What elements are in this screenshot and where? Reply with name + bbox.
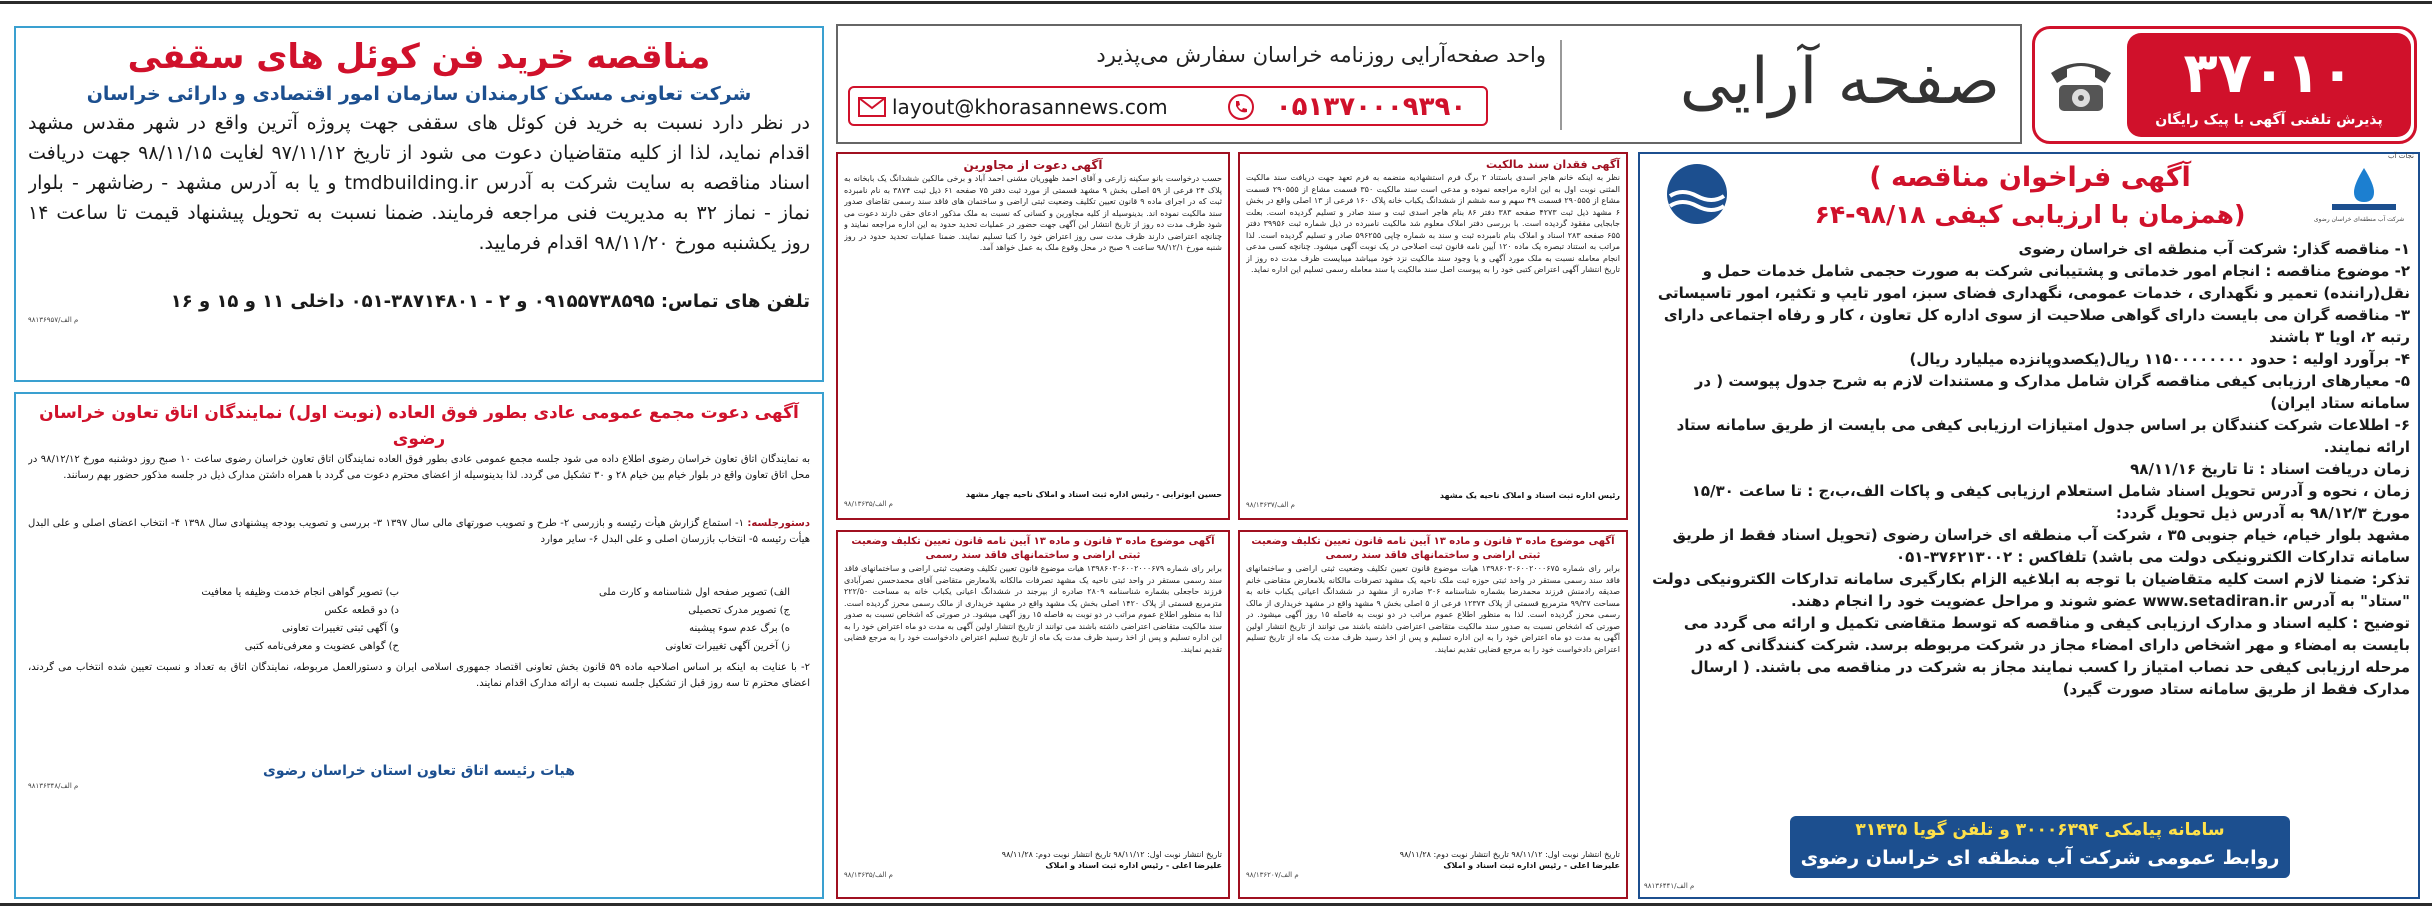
assembly-agenda-text: ۱- استماع گزارش هیأت رئیسه و بازرسی ۲- طرح و تصویب صورتهای مالی سال ۱۳۹۷ ۳- بررسی و تصویب بودجه پیشنهادی سال ۱۳۹۸ ۴- انتخاب اعضای اصلی و علی البدل هیأت رئیسه ۵- انتخاب بازرسان اصلی و علی البدل ۶- سایر موارد [28, 518, 810, 545]
top-rule [0, 1, 2432, 4]
loss-title: آگهی فقدان سند مالکیت [1486, 158, 1620, 171]
law1-dates: تاریخ انتشار نوبت اول: ۹۸/۱۱/۱۲ تاریخ انتشار نوبت دوم: ۹۸/۱۱/۲۸ [1399, 850, 1620, 859]
assembly-agenda [28, 516, 810, 580]
water-footer-line2: روابط عمومی شرکت آب منطقه ای خراسان رضوی [1800, 847, 2280, 869]
doc-item: و) آگهی ثبتی تغییرات تعاونی [281, 623, 399, 634]
water-item: زمان ، نحوه و آدرس تحویل اسناد شامل استعلام ارزیابی کیفی و پاکات الف،ب،ج : تا ساعت ۱۵/۳۰ مورخ ۹۸/۱۲/۳ به آدرس ذیل تحویل گردد: [1691, 482, 2410, 522]
water-item: توضیح : کلیه اسناد و مدارک ارزیابی کیفی و مناقصه که توسط متقاضی تکمیل و ارائه می گردد می بایست به امضاء و مهر اشخاص دارای امضاء مجاز در شرکت مربوطه برسد. شرکت کنندگانی که در مرحله ارزیابی کیفی حد نصاب امتیاز را کسب نمایند مجاز به شرکت در مناقصه می باشند. ( ارسال مدارک فقط از طریق سامانه ستاد صورت گیرد) [1683, 614, 2410, 698]
water-item: ۵- معیارهای ارزیابی کیفی مناقصه گران شامل مدارک و مستندات لازم به شرح جدول پیوست ( در سامانه ستاد ایران) [1694, 372, 2410, 412]
law1-title: آگهی موضوع ماده ۳ قانون و ماده ۱۳ آیین نامه قانون تعیین تکلیف وضعیت ثبتی اراضی و ساختمانهای فاقد سند رسمی [1251, 536, 1615, 561]
water-tender-subtitle: همزمان با ارزیابی کیفی ۹۸/۱۸-۶۴) [1814, 200, 2246, 229]
doc-item: د) دو قطعه عکس [324, 605, 399, 616]
water-item: تذکر: ضمنا لازم است کلیه متقاضیان با توجه به ابلاغیه الزام بکارگیری سامانه تدارکات الکترونیکی دولت "ستاد" به آدرس www.setadiran.ir عضو شوند و مراحل عضویت خود را انجام دهند. [1652, 570, 2410, 610]
bottom-rule [0, 903, 2432, 906]
water-code: ۹۸۱۳۶۴۴۱/م الف [1644, 882, 1695, 890]
water-org-caption: شرکت آب منطقه‌ای خراسان رضوی [2313, 216, 2405, 223]
law-notice-ad-2 [836, 530, 1230, 899]
invite-title: آگهی دعوت از مجاورین [963, 158, 1103, 172]
water-logo-icon [2324, 164, 2404, 216]
mail-icon [858, 97, 886, 117]
water-item: ۲- موضوع مناقصه : انجام امور خدماتی و پشتیبانی شرکت به صورت حجمی شامل خدمات حمل و نقل(راننده) تعمیر و نگهداری ، خدمات عمومی، نگهداری فضای سبز، امور تایپ و تکثیر، امور تاسیساتی [1657, 262, 2410, 302]
law1-sign: علیرضا اعلی - رئیس اداره ثبت اسناد و املاک [1443, 861, 1620, 870]
invite-sign: حسین ابوترابی - رئیس اداره ثبت اسناد و املاک ناحیه چهار مشهد [965, 490, 1222, 499]
assembly-ad [14, 392, 824, 899]
assembly-note: ۲- با عنایت به اینکه بر اساس اصلاحیه ماده ۵۹ قانون بخش تعاونی اقتصاد جمهوری اسلامی ایران و دستورالعمل مربوطه، نمایندگان اتاق به تعداد و نسبت تعیین شده انتخاب می گردند، اعضای محترم تا سه روز قبل از تشکیل جلسه نسبت به ارائه مدارک اقدام نمایند. [28, 662, 810, 689]
phone-icon [1228, 94, 1254, 120]
water-item: زمان دریافت اسناد : تا تاریخ ۹۸/۱۱/۱۶ [2130, 460, 2410, 478]
header-info-line: واحد صفحه‌آرایی روزنامه خراسان سفارش می‌پذیرد [1096, 43, 1546, 67]
section-title: صفحه آرایی [1679, 45, 2000, 119]
loss-sign: رئیس اداره ثبت اسناد و املاک ناحیه یک مشهد [1439, 491, 1620, 500]
loss-code: ۹۸/۱۳۶۳۷/م الف [1246, 501, 1295, 509]
water-item: مشهد بلوار خیام، خیام جنوبی ۳۵ ، شرکت آب منطقه ای خراسان رضوی (تحویل اسناد فقط از طریق سامانه تدارکات الکترونیکی دولت می باشد) تلفاکس : ۳۷۶۲۱۳۰۰۲-۰۵۱ [1672, 526, 2410, 566]
phone-caption: پذیرش تلفنی آگهی با پیک رایگان [2155, 112, 2383, 128]
water-item: ۳- مناقصه گران می بایست دارای گواهی صلاحیت از سوی اداره کل تعاون ، کار و رفاه اجتماعی دارای رتبه ۲، اویا ۳ باشند [1663, 306, 2410, 346]
invite-neighbours-ad [836, 152, 1230, 520]
water-footer [1790, 816, 2290, 878]
coil-title: مناقصه خرید فن کوئل های سقفی [127, 37, 711, 77]
doc-item: الف) تصویر صفحه اول شناسنامه و کارت ملی [599, 587, 790, 598]
assembly-intro: به نمایندگان اتاق تعاون خراسان رضوی اطلاع داده می شود جلسه مجمع عمومی عادی بطور فوق العاده نمایندگان اتاق تعاون خراسان رضوی ساعت ۱۰ صبح روز دوشنبه مورخ ۹۸/۱۲/۱۲ در محل اتاق تعاون واقع در بلوار خیام بین خیام ۲۸ و ۳۰ تشکیل می گردد. لذا بدینوسیله از اعضای محترم دعوت می گردد با همراه داشتن مدارک ذیل در جلسه مذکور حضور بهم رسانند. [28, 454, 810, 481]
water-item: ۶- اطلاعات شرکت کنندگان بر اساس جدول امتیازات ارزیابی کیفی می بایست از طریق سامانه ستاد ارائه نمایند. [1676, 416, 2410, 456]
header-contact [848, 86, 1488, 126]
telephone-icon [2045, 51, 2117, 115]
phone-number: ۳۷۰۱۰ [2183, 41, 2355, 106]
law2-title: آگهی موضوع ماده ۳ قانون و ماده ۱۳ آیین نامه قانون تعیین تکلیف وضعیت ثبتی اراضی و ساختمانهای فاقد سند رسمی [851, 536, 1215, 561]
assembly-code: ۹۸۱۳۶۳۴۸/م الف [28, 782, 79, 790]
law2-code: ۹۸/۱۳۶۳۵/م الف [844, 871, 893, 879]
law2-text: برابر رای شماره ۱۳۹۸۶۰۳۰۶۰۰۲۰۰۰۶۷۹ هیات موضوع قانون تعیین تکلیف وضعیت ثبتی اراضی و ساختمانهای فاقد سند رسمی مستقر در واحد ثبتی ناحیه یک مشهد تصرفات مالکانه بلامعارض متقاضی آقای محمدحسن نصرآبادی فرزند حاجعلی بشماره شناسنامه ۲۸۰۹ صادره از بیرجند در ششدانگ اعیانی یکباب خانه به مساحت ۲۲۲/۵۰ مترمربع قسمتی از پلاک ۱۴۲۰ اصلی بخش یک مشهد واقع در مشهد خریداری از مالک رسمی محرز گردیده است. لذا به منظور اطلاع عموم مراتب در دو نوبت به فاصله ۱۵ روز آگهی میشود. در صورتی که اشخاص نسبت به صدور سند مالکیت متقاضی اعتراضی داشته باشند می توانند از تاریخ انتشار اولین آگهی به مدت دو ماه اعتراض خود را به این اداره تسلیم و پس از اخذ رسید ظرف مدت یک ماه از تاریخ تسلیم اعتراض دادخواست خود را به مرجع قضایی تقدیم نمایند. [844, 564, 1222, 654]
assembly-title: آگهی دعوت مجمع عمومی عادی بطور فوق العاده (نوبت اول) نمایندگان اتاق تعاون خراسان رضوی [39, 403, 799, 449]
water-footer-line1: سامانه پیامکی ۳۰۰۰۶۳۹۴ و تلفن گویا ۳۱۴۳۵ [1855, 820, 2225, 840]
law-notice-ad-1 [1238, 530, 1628, 899]
contact-phone: ۰۵۱۳۷۰۰۰۹۳۹۰ [1275, 92, 1467, 122]
doc-item: ب) تصویر گواهی انجام خدمت وظیفه یا معافیت [201, 587, 399, 598]
law1-text: برابر رای شماره ۱۳۹۸۶۰۳۰۶۰۰۲۰۰۰۶۷۵ هیات موضوع قانون تعیین تکلیف وضعیت ثبتی اراضی و ساختمانهای فاقد سند رسمی مستقر در واحد ثبتی حوزه ثبت ملک ناحیه یک مشهد تصرفات مالکانه بلامعارض متقاضی خانم صدیقه رادمنش فرزند محمدرضا بشماره شناسنامه ۳۰۶ صادره از مشهد در ششدانگ اعیانی یکباب خانه به مساحت ۹۹/۳۷ مترمربع قسمتی از پلاک ۱۲۳۷۴ فرعی از ۵ اصلی بخش ۹ مشهد واقع در مشهد خریداری از مالک رسمی محرز گردیده است. لذا به منظور اطلاع عموم مراتب در دو نوبت به فاصله ۱۵ روز آگهی میشود. در صورتی که اشخاص نسبت به صدور سند مالکیت متقاضی اعتراضی داشته باشند می توانند از تاریخ انتشار اولین آگهی به مدت دو ماه اعتراض خود را به این اداره تسلیم و پس از اخذ رسید ظرف مدت یک ماه از تاریخ تسلیم اعتراض دادخواست خود را به مرجع قضایی تقدیم نمایند. [1246, 564, 1620, 654]
loss-notice-ad [1238, 152, 1628, 520]
doc-item: ه) برگ عدم سوء پیشینه [689, 623, 790, 634]
water-tender-items [1650, 238, 2410, 798]
coil-subtitle: شرکت تعاونی مسکن کارمندان سازمان امور اقتصادی و دارائی خراسان [86, 83, 752, 105]
water-tender-ad [1638, 152, 2420, 899]
water-item: ۱- مناقصه گذار: شرکت آب منطقه ای خراسان رضوی [2018, 240, 2410, 258]
coil-phones: تلفن های تماس: ۰۹۱۵۵۷۳۸۵۹۵ و ۲ - ۳۸۷۱۴۸۰۱-۰۵۱ داخلی ۱۱ و ۱۵ و ۱۶ [170, 291, 810, 312]
loss-text: نظر به اینکه خانم هاجر اسدی باستناد ۲ برگ فرم استشهادیه منضمه به فرم تعهد جهت دریافت سند مالکیت المثنی نوبت اول به این اداره مراجعه نموده و مدعی است سند مالکیت ۳۵۰ قسمت مشاع از ۲۹۰۵۵۵ قسمت مشاع از ۲۹۰۵۵۵ قسمت ۴۹ سهم و سه ششم از ششدانگ یکباب خانه پلاک ۱۶۰ فرعی از ۱۳ اصلی واقع در بخش ۶ مشهد ذیل ثبت ۴۲۷۳ صفحه ۳۸۳ دفتر ۸۶ بنام هاجر اسدی ثبت و سند صادر و تسلیم گردیده است. بعلت جابجایی مفقود گردیده است. با بررسی دفتر املاک معلوم شد مالکیت نامبرده در ذیل شماره ثبت ۳۹۹۵۶ دفتر ۶۵۵ صفحه ۲۸۳ اسناد و املاک بنام نامبرده ثبت و سند به شماره چاپی ۵۹۶۲۵۵ صادر و تسلیم گردیده است. لذا مراتب به استناد تبصره یک ماده ۱۲۰ آیین نامه قانون ثبت اصلاحی در یک نوبت آگهی میشود. چنانچه کسی مدعی انجام معامله نسبت به ملک مورد آگهی و یا وجود سند مالکیت نزد خود میباشد میبایست ظرف مدت ده روز از تاریخ انتشار آگهی اعتراض کتبی خود را به پیوست اصل سند مالکیت یا سند معامله رسمی تسلیم این اداره نماید. [1246, 173, 1620, 274]
invite-code: ۹۸/۱۳۶۳۵/م الف [844, 500, 893, 508]
coil-text: در نظر دارد نسبت به خرید فن کوئل های سقفی جهت پروژه آترین واقع در شهر مقدس مشهد اقدام نماید، لذا از کلیه متقاضیان دعوت می شود از تاریخ ۹۷/۱۱/۱۲ لغایت ۹۸/۱۱/۱۵ جهت دریافت اسناد مناقصه به سایت شرکت به آدرس tmdbuilding.ir و یا به آدرس مشهد - رضاشهر - بلوار نماز - نماز ۳۲ به مدیریت فنی مراجعه فرمایند. ضمنا نسبت به تحویل پیشنهاد قیمت تا ساعت ۱۴ روز یکشنبه مورخ ۹۸/۱۱/۲۰ اقدام فرمایید. [28, 112, 810, 254]
assembly-sign: هیات رئیسه اتاق تعاون استان خراسان رضوی [263, 763, 575, 779]
water-tender-title: ( آگهی فراخوان مناقصه [1869, 162, 2191, 193]
water-org-top: نجات آب [2388, 152, 2414, 160]
header-divider [1560, 40, 1562, 130]
doc-item: ز) آخرین آگهی تغییرات تعاونی [665, 641, 790, 652]
contact-email: layout@khorasannews.com [892, 95, 1168, 119]
water-item: ۴- برآورد اولیه : حدود ۱۱۵۰۰۰۰۰۰۰۰ ریال(یکصدوپانزده میلیارد ریال) [1909, 350, 2410, 368]
invite-text: حسب درخواست بانو سکینه زارعی و آقای احمد ظهوریان مشنی احمد آباد و برخی مالکین ششدانگ یک بابخانه به پلاک ۲۴ فرعی از ۵۹ اصلی بخش ۹ مشهد قسمتی از مورد ثبت دفتر ۷۵ صفحه ۶۱ ذیل ثبت ۳۸۷۴ به نام نامبرده ثبت که در اجرای ماده ۹ قانون تعیین تکلیف وضعیت ثبتی اراضی و ساختمان های فاقد سند رسمی تقاضای صدور سند مالکیت نموده اند. بدینوسیله از کلیه مجاورین و کسانی که نسبت به ملک مذکور ادعای حقی دارند دعوت می شود ظرف مدت ده روز از تاریخ انتشار این آگهی جهت حضور در عملیات تحدید حدود به این اداره مراجعه نمایند و چنانچه اعتراضی دارند ظرف مدت سی روز اعتراض خود را کتبا تسلیم نمایند. ضمنا عملیات تحدید حدود در روز شنبه مورخ ۹۸/۱۲/۱ ساعت ۹ صبح در محل وقوع ملک به عمل خواهد آمد. [844, 174, 1222, 252]
assembly-agenda-title: دستورجلسه: [747, 518, 810, 529]
doc-item: ج) تصویر مدرک تحصیلی [688, 605, 790, 616]
fan-coil-tender-ad [14, 26, 824, 382]
law2-sign: علیرضا اعلی - رئیس اداره ثبت اسناد و املاک [1045, 861, 1222, 870]
doc-item: ح) گواهی عضویت و معرفی‌نامه کتبی [244, 641, 399, 652]
phone-badge [2032, 26, 2417, 144]
water-wave-icon [1652, 162, 1742, 226]
assembly-docs [28, 580, 810, 660]
law1-code: ۹۸/۱۳۶۲۰۷/م الف [1246, 871, 1299, 879]
law2-dates: تاریخ انتشار نوبت اول: ۹۸/۱۱/۱۲ تاریخ انتشار نوبت دوم: ۹۸/۱۱/۲۸ [1001, 850, 1222, 859]
coil-code: ۹۸۱۳۶۹۵۷/م الف [28, 316, 79, 324]
